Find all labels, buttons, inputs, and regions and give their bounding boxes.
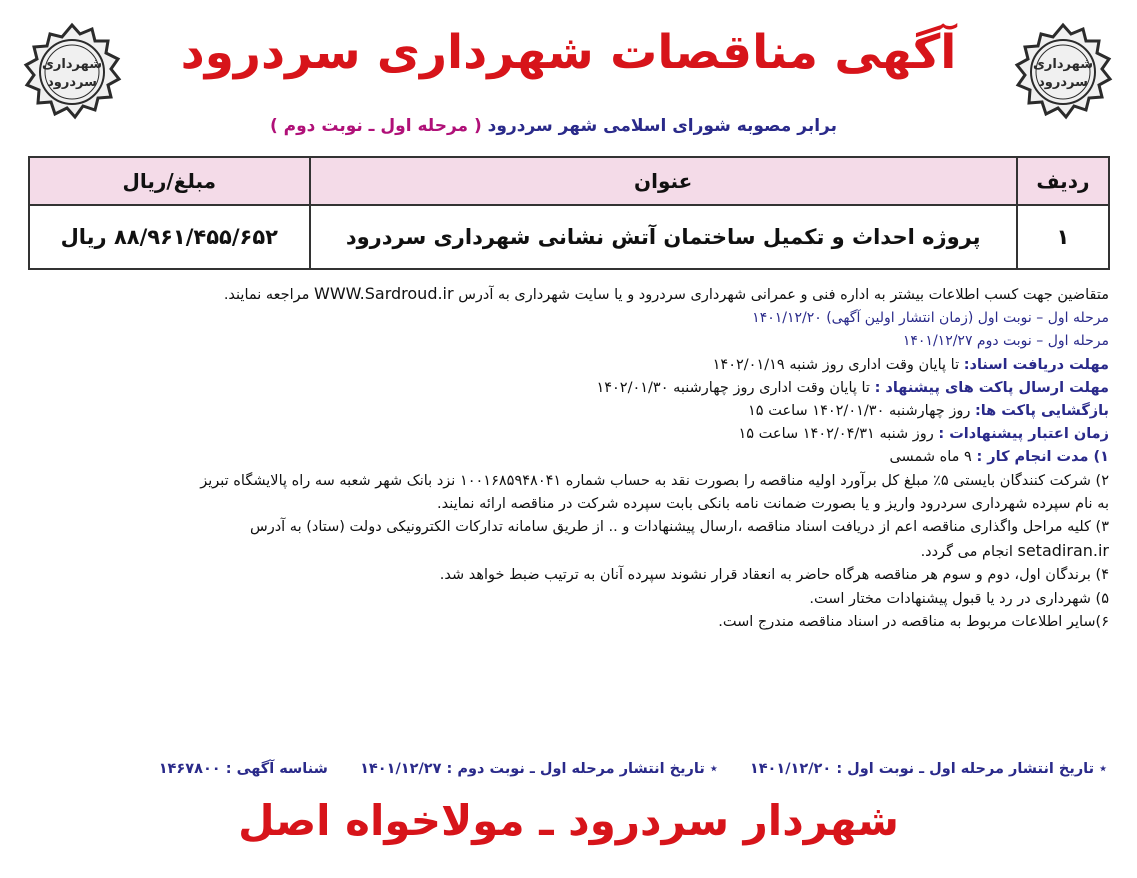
mayor-signature: شهردار سردرود ـ مولاخواه اصل — [238, 796, 899, 845]
municipality-seal-right — [1013, 22, 1113, 122]
documents-deadline-label: مهلت دریافت اسناد: — [963, 356, 1109, 373]
seal-text-bottom: سردرود — [1038, 75, 1088, 90]
row-number: ۱ — [1017, 205, 1109, 269]
work-duration-label: ۱) مدت انجام کار : — [976, 449, 1109, 466]
notice-title: آگهی مناقصات شهرداری سردرود — [180, 25, 957, 80]
publication-first-label: ٭ تاریخ انتشار مرحله اول ـ نوبت اول : — [836, 761, 1107, 777]
intro-line — [26, 282, 1109, 307]
item-5: ۵) شهرداری در رد یا قبول پیشنهادات مختار است. — [809, 590, 1109, 607]
municipality-seal-left — [22, 22, 122, 122]
seal-text-top: شهرداری — [1033, 57, 1093, 72]
publication-second-date: ۱۴۰۱/۱۲/۲۷ — [902, 333, 973, 350]
header-amount: مبلغ/ریال — [29, 157, 310, 205]
documents-deadline — [26, 354, 1109, 377]
publication-second-label: ٭ تاریخ انتشار مرحله اول ـ نوبت دوم : — [446, 761, 718, 777]
table-header-row — [29, 157, 1109, 205]
submission-deadline-value: تا پایان وقت اداری روز چهارشنبه ۱۴۰۲/۰۱/۳۰ — [596, 379, 870, 396]
project-title: پروژه احداث و تکمیل ساختمان آتش نشانی شهرداری سردرود — [310, 205, 1017, 269]
publication-second-label: مرحله اول – نوبت دوم — [976, 333, 1109, 350]
notice-body — [26, 282, 1109, 634]
envelope-opening-value: روز چهارشنبه ۱۴۰۲/۰۱/۳۰ ساعت ۱۵ — [748, 403, 971, 420]
intro-tail: مراجعه نمایند. — [223, 287, 310, 303]
publication-info — [40, 758, 1107, 780]
header-title: عنوان — [310, 157, 1017, 205]
setad-website-link[interactable]: setadiran.ir — [1017, 541, 1109, 561]
notice-id-label: شناسه آگهی : — [225, 761, 328, 777]
publication-first-date: ۱۴۰۱/۱۲/۲۰ — [749, 761, 832, 777]
seal-text-top: شهرداری — [42, 57, 102, 72]
item-2-line-2: به نام سپرده شهرداری سردرود واریز و یا بصورت ضمانت نامه بانکی بابت سپرده شرکت در مناقصه ارائه نمایند. — [437, 495, 1109, 512]
submission-deadline-label: مهلت ارسال پاکت های پیشنهاد : — [874, 379, 1109, 396]
intro-text: متقاضین جهت کسب اطلاعات بیشتر به اداره فنی و عمرانی شهرداری سردرود و یا سایت شهرداری به آدرس — [458, 287, 1109, 303]
header-row-number: ردیف — [1017, 157, 1109, 205]
publication-first — [26, 307, 1109, 330]
envelope-opening — [26, 400, 1109, 423]
notice-subtitle — [270, 116, 837, 136]
notice-id-value: ۱۴۶۷۸۰۰ — [158, 761, 221, 777]
item-6: ۶)سایر اطلاعات مربوط به مناقصه در اسناد مناقصه مندرج است. — [718, 613, 1109, 630]
seal-icon — [22, 22, 122, 122]
work-duration-value: ۹ ماه شمسی — [889, 449, 972, 466]
publication-second — [26, 330, 1109, 353]
publication-first-label: مرحله اول – نوبت اول (زمان انتشار اولین آگهی) — [826, 310, 1109, 327]
seal-text-bottom: سردرود — [47, 75, 97, 90]
publication-second-date: ۱۴۰۱/۱۲/۲۷ — [360, 761, 442, 777]
submission-deadline — [26, 377, 1109, 400]
project-amount: ۸۸/۹۶۱/۴۵۵/۶۵۲ ریال — [29, 205, 310, 269]
municipality-website-link[interactable]: WWW.Sardroud.ir — [314, 284, 454, 303]
bid-validity-label: زمان اعتبار پیشنهادات : — [938, 426, 1109, 443]
council-approval: برابر مصوبه شورای اسلامی شهر سردرود — [487, 116, 837, 136]
stage-label: ( مرحله اول ـ نوبت دوم ) — [269, 116, 482, 136]
bid-validity-value: روز شنبه ۱۴۰۲/۰۴/۳۱ ساعت ۱۵ — [738, 426, 934, 443]
bid-validity — [26, 423, 1109, 446]
item-3-line-2 — [26, 539, 1109, 564]
item-3-line-1: ۳) کلیه مراحل واگذاری مناقصه اعم از دریافت اسناد مناقصه ،ارسال پیشنهادات و .. از طریق سامانه تدارکات الکترونیکی دولت (ستاد) به آدرس — [250, 519, 1109, 536]
envelope-opening-label: بازگشایی پاکت ها: — [974, 403, 1109, 420]
item-3-tail: انجام می گردد. — [920, 544, 1013, 561]
publication-first-date: ۱۴۰۱/۱۲/۲۰ — [752, 310, 822, 327]
tender-table — [28, 156, 1110, 270]
item-4: ۴) برندگان اول، دوم و سوم هر مناقصه هرگاه حاضر به انعقاد قرار نشوند سپرده آنان به ترتیب ضبط خواهد شد. — [439, 567, 1109, 584]
documents-deadline-value: تا پایان وقت اداری روز شنبه ۱۴۰۲/۰۱/۱۹ — [712, 356, 960, 373]
table-row — [29, 205, 1109, 269]
item-2-line-1: ۲) شرکت کنندگان بایستی ۵٪ مبلغ کل برآورد اولیه مناقصه را بصورت نقد به حساب شماره ۱۰۰۱۶۸۵۹۴۸۰۴۱ نزد بانک شهر شعبه سه راه پالایشگاه تبریز — [200, 472, 1109, 489]
item-1 — [26, 446, 1109, 469]
seal-icon — [1013, 22, 1113, 122]
